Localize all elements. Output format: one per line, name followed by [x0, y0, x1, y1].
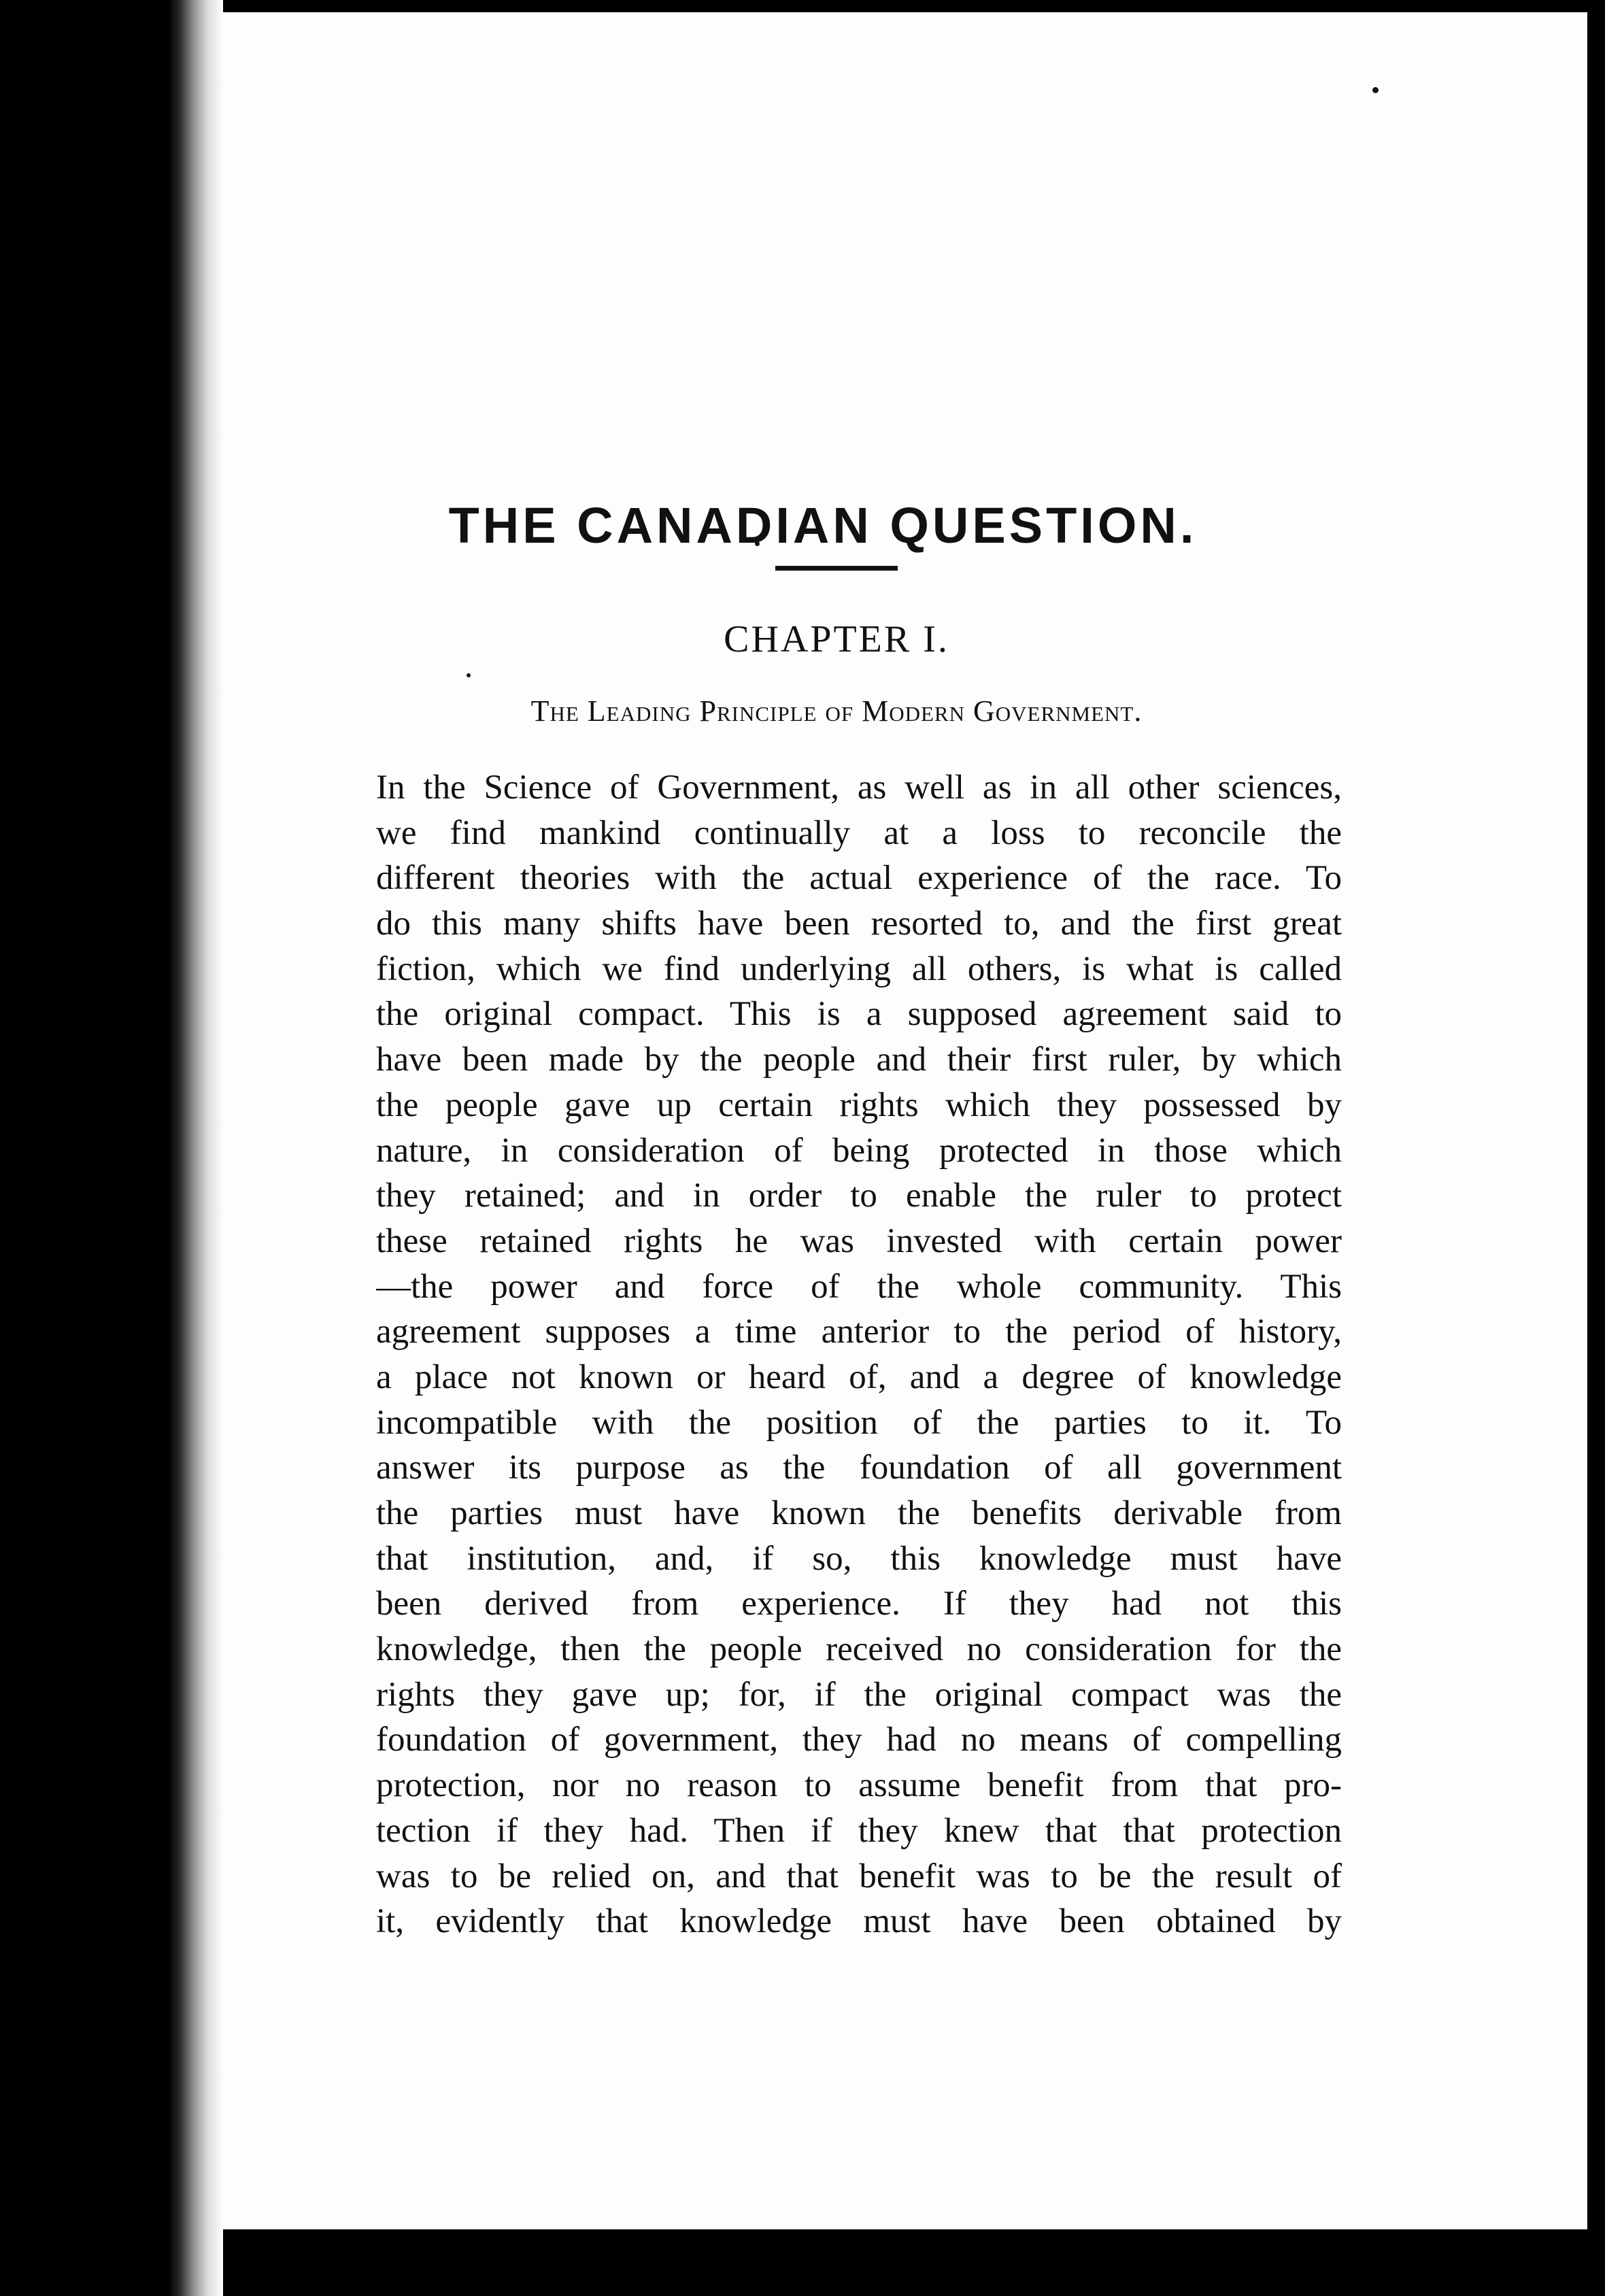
body-line: In the Science of Government, as well as in all other sciences, — [376, 769, 1342, 807]
body-line: that institution, and, if so, this knowledge must have — [376, 1539, 1342, 1578]
body-line: have been made by the people and their first ruler, by which — [376, 1041, 1342, 1079]
body-line: incompatible with the position of the parties to it. To — [376, 1403, 1342, 1442]
chapter-heading: CHAPTER I. — [724, 618, 949, 660]
body-text — [376, 765, 1342, 1944]
chapter-subtitle: The Leading Principle of Modern Government. — [530, 694, 1143, 728]
body-line: fiction, which we find underlying all others, is what is called — [376, 949, 1342, 988]
body-line: foundation of government, they had no means of compelling — [376, 1721, 1342, 1759]
body-line: been derived from experience. If they had not this — [376, 1585, 1342, 1623]
body-line: the parties must have known the benefits derivable from — [376, 1494, 1342, 1532]
body-line: tection if they had. Then if they knew that that protection — [376, 1811, 1342, 1850]
body-line: a place not known or heard of, and a degree of knowledge — [376, 1357, 1342, 1396]
body-line: the people gave up certain rights which they possessed by — [376, 1085, 1342, 1124]
body-line: nature, in consideration of being protected in those which — [376, 1131, 1342, 1170]
body-line: they retained; and in order to enable the ruler to protect — [376, 1177, 1342, 1215]
book-title: THE CANADIAN QUESTION. — [448, 496, 1198, 554]
body-line: answer its purpose as the foundation of all government — [376, 1449, 1342, 1487]
body-line: agreement supposes a time anterior to the period of history, — [376, 1313, 1342, 1351]
ink-speck — [1372, 87, 1379, 93]
body-line: these retained rights he was invested with certain power — [376, 1221, 1342, 1260]
body-line: we find mankind continually at a loss to reconcile the — [376, 813, 1342, 852]
body-line: the original compact. This is a supposed agreement said to — [376, 995, 1342, 1034]
book-spine-shadow — [169, 0, 223, 2296]
body-line: rights they gave up; for, if the original compact was the — [376, 1675, 1342, 1714]
body-line: —the power and force of the whole community. This — [376, 1267, 1342, 1306]
title-rule — [775, 566, 898, 571]
body-line: knowledge, then the people received no consideration for the — [376, 1630, 1342, 1669]
body-line: different theories with the actual experience of the race. To — [376, 859, 1342, 898]
body-line: was to be relied on, and that benefit was to be the result of — [376, 1857, 1342, 1895]
body-line: it, evidently that knowledge must have been obtained by — [376, 1902, 1342, 1941]
body-line: protection, nor no reason to assume benefit from that pro- — [376, 1766, 1342, 1805]
body-line: do this many shifts have been resorted to, and the first great — [376, 905, 1342, 943]
ink-speck — [467, 673, 471, 677]
page-right-edge — [1587, 0, 1605, 2296]
